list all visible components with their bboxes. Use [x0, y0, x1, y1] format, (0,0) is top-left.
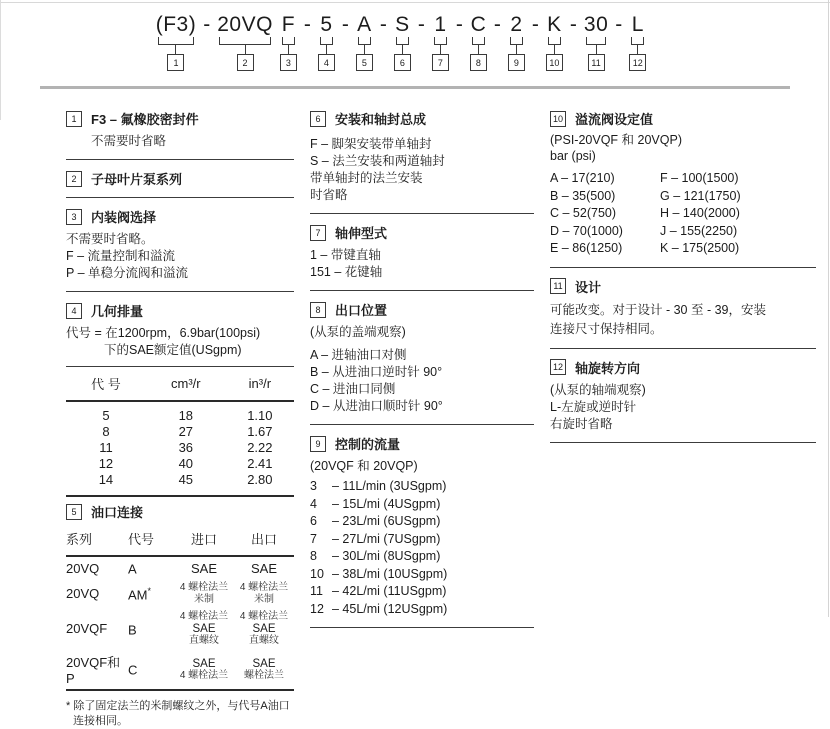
- cell: A: [128, 561, 137, 577]
- section-7-shaft-type: [310, 223, 534, 281]
- cell: 5: [102, 408, 110, 423]
- stem-line: [288, 45, 289, 54]
- table-row: [66, 649, 294, 689]
- model-code-segment-3: [280, 13, 297, 71]
- segment-text: 2: [510, 13, 523, 36]
- section-title: 油口连接: [91, 505, 144, 520]
- cell: 40: [178, 456, 194, 471]
- dash-separator: -: [569, 13, 577, 36]
- cell: AM*: [128, 585, 152, 602]
- stem-line: [364, 45, 365, 54]
- section-text: A – 进轴油口对侧: [310, 348, 407, 362]
- section-heading: [66, 502, 294, 521]
- section-11-design: [550, 277, 816, 339]
- segment-text: 1: [434, 13, 447, 36]
- section-heading: [66, 169, 294, 188]
- bracket: [472, 37, 485, 45]
- bracket: [158, 37, 195, 45]
- table-row: [66, 424, 294, 440]
- cell: 20VQF和P: [66, 655, 121, 687]
- model-code-segment-8: [470, 13, 487, 71]
- segment-text: 30: [583, 13, 609, 36]
- segment-text: S: [395, 13, 410, 36]
- cell: 12: [98, 456, 114, 471]
- model-code-bar: [0, 0, 816, 71]
- table-row: [66, 440, 294, 456]
- section-heading: [550, 277, 816, 296]
- cell: B: [128, 621, 137, 637]
- cell: 45: [178, 472, 194, 487]
- section-1-seals: [66, 109, 294, 150]
- section-text: P – 单稳分流阀和溢流: [66, 266, 189, 280]
- section-text: (从泵的盖端观察): [310, 325, 406, 339]
- section-text: 时省略: [310, 188, 348, 202]
- segment-number-box: 3: [280, 54, 297, 71]
- segment-number-box: 12: [629, 54, 646, 71]
- model-code-segment-2: [217, 13, 273, 71]
- flow-item: 8 – 30L/mi (8USgpm): [310, 549, 441, 563]
- cell: 27: [178, 424, 194, 439]
- model-code-segment-11: [584, 13, 608, 71]
- setting-pair: A – 17(210) F – 100(1500): [550, 171, 739, 185]
- divider: [550, 348, 816, 349]
- section-heading: [66, 301, 294, 320]
- model-code-segment-9: [508, 13, 525, 71]
- segment-text: K: [547, 13, 562, 36]
- middle-column: [310, 104, 534, 729]
- dash-separator: -: [615, 13, 623, 36]
- right-column: [550, 104, 816, 729]
- cell: 4 螺栓法兰 SAE 直螺纹: [179, 611, 229, 646]
- section-text: 连接尺寸保持相同。: [550, 321, 663, 336]
- segment-number-box: 5: [356, 54, 373, 71]
- segment-number-box: 4: [318, 54, 335, 71]
- cell: SAE 螺栓法兰: [244, 657, 284, 681]
- section-title: 设计: [575, 279, 602, 295]
- dash-separator: -: [341, 13, 349, 36]
- footnote: [66, 699, 294, 729]
- bracket: [358, 37, 371, 45]
- stem-line: [478, 45, 479, 54]
- segment-number-box: 7: [432, 54, 449, 71]
- left-column: [66, 104, 294, 729]
- bracket: [586, 37, 606, 45]
- table-row: [66, 579, 294, 608]
- section-heading: [310, 300, 534, 319]
- divider: [66, 197, 294, 198]
- cell: 2.41: [247, 456, 273, 471]
- section-text: C – 进油口同侧: [310, 382, 396, 396]
- column-header: 系列: [66, 526, 128, 556]
- bracket: [320, 37, 333, 45]
- section-title: 内装阀选择: [91, 210, 157, 225]
- setting-pair: C – 52(750) H – 140(2000): [550, 206, 740, 220]
- cell: 1.10: [247, 408, 273, 423]
- column-header: 进口: [174, 526, 234, 556]
- section-8-outlet-position: [310, 300, 534, 415]
- section-text: S – 法兰安装和两道轴封: [310, 154, 445, 168]
- cell: 4 螺栓法兰 米制: [179, 582, 229, 605]
- table-header-row: [66, 367, 294, 402]
- port-table: [66, 526, 294, 691]
- dash-separator: -: [203, 13, 211, 36]
- section-text: 下的SAE额定值(USgpm): [104, 343, 242, 357]
- flow-item: 11 – 42L/mi (11USgpm): [310, 584, 447, 598]
- segment-text: A: [357, 13, 372, 36]
- cell: 20VQ: [66, 560, 100, 576]
- segment-number-box: 1: [167, 54, 184, 71]
- cell: SAE 4 螺栓法兰: [179, 657, 229, 681]
- flow-item: 7 – 27L/mi (7USgpm): [310, 531, 441, 546]
- dash-separator: -: [417, 13, 425, 36]
- segment-number-box: 10: [546, 54, 563, 71]
- model-code-segment-10: [546, 13, 563, 71]
- section-number-box: 10: [550, 111, 566, 127]
- segment-text: (F3): [155, 13, 197, 36]
- section-number-box: 2: [66, 171, 82, 187]
- cell: C: [128, 662, 138, 678]
- section-heading: [66, 109, 294, 128]
- section-text: (从泵的轴端观察): [550, 382, 646, 397]
- section-text: 1 – 带键直轴: [310, 248, 381, 262]
- model-code-segment-1: [156, 13, 197, 71]
- divider: [310, 213, 534, 214]
- stem-line: [440, 45, 441, 54]
- bracket: [510, 37, 523, 45]
- section-text: F – 流量控制和溢流: [66, 249, 176, 263]
- section-title: 溢流阀设定值: [575, 112, 654, 127]
- dash-separator: -: [303, 13, 311, 36]
- model-code-segment-4: [318, 13, 335, 71]
- bracket: [631, 37, 644, 45]
- segment-number-box: 11: [588, 54, 605, 71]
- section-heading: [310, 434, 534, 453]
- segment-text: 5: [320, 13, 333, 36]
- stem-line: [637, 45, 638, 54]
- model-code-segment-12: [629, 13, 646, 71]
- section-title: 轴伸型式: [335, 226, 388, 241]
- cell: 4 螺栓法兰 SAE 直螺纹: [239, 611, 289, 646]
- section-text: 右旋时省略: [550, 416, 613, 431]
- section-number-box: 4: [66, 303, 82, 319]
- table-row: [66, 401, 294, 424]
- section-title: F3 – 氟橡胶密封件: [91, 112, 199, 127]
- dash-separator: -: [455, 13, 463, 36]
- bracket: [548, 37, 561, 45]
- setting-pair: D – 70(1000) J – 155(2250): [550, 223, 738, 238]
- flow-item: 12 – 45L/mi (12USgpm): [310, 601, 448, 616]
- divider: [550, 442, 816, 443]
- section-title: 出口位置: [335, 303, 388, 318]
- section-title: 安装和轴封总成: [335, 112, 427, 127]
- section-number-box: 9: [310, 436, 326, 452]
- divider: [66, 159, 294, 160]
- section-text: B – 从进油口逆时针 90°: [310, 365, 443, 379]
- section-title: 控制的流量: [335, 437, 401, 452]
- section-number-box: 8: [310, 302, 326, 318]
- cell: 2.22: [247, 440, 273, 455]
- stem-line: [175, 45, 176, 54]
- section-text: D – 从进油口顺时针 90°: [310, 399, 443, 413]
- section-heading: [66, 207, 294, 226]
- divider: [310, 424, 534, 425]
- stem-line: [596, 45, 597, 54]
- model-code-segment-7: [432, 13, 449, 71]
- section-3-valve-option: [66, 207, 294, 282]
- stem-line: [516, 45, 517, 54]
- divider: [310, 627, 534, 628]
- cell: SAE: [190, 560, 217, 576]
- column-header: 出口: [234, 526, 294, 556]
- column-header: cm³/r: [146, 367, 226, 402]
- section-number-box: 1: [66, 111, 82, 127]
- dash-separator: -: [379, 13, 387, 36]
- section-text: L-左旋或逆时针: [550, 399, 637, 414]
- section-number-box: 6: [310, 111, 326, 127]
- segment-number-box: 9: [508, 54, 525, 71]
- section-title: 子母叶片泵系列: [91, 172, 183, 187]
- section-heading: [550, 358, 816, 377]
- model-code-segment-6: [394, 13, 411, 71]
- section-12-rotation: [550, 358, 816, 433]
- segment-number-box: 2: [237, 54, 254, 71]
- section-6-mounting: [310, 109, 534, 204]
- section-text: (PSI-20VQF 和 20VQP): [550, 133, 682, 147]
- cell: 20VQ: [66, 586, 100, 602]
- cell: 11: [99, 440, 113, 455]
- cell: 14: [98, 472, 114, 487]
- table-row: [66, 456, 294, 472]
- cell: SAE: [250, 560, 277, 576]
- section-number-box: 12: [550, 359, 566, 375]
- section-heading: [310, 223, 534, 242]
- setting-pair: E – 86(1250) K – 175(2500): [550, 241, 740, 255]
- table-header-row: [66, 526, 294, 556]
- section-5-port-connections: [66, 502, 294, 729]
- divider: [66, 291, 294, 292]
- model-code-segment-5: [356, 13, 373, 71]
- section-text: 不需要时省略: [91, 134, 167, 148]
- section-text: F – 脚架安装带单轴封: [310, 137, 432, 151]
- page-border-right: [828, 0, 829, 617]
- setting-pair: B – 35(500) G – 121(1750): [550, 188, 741, 203]
- section-9-controlled-flow: [310, 434, 534, 618]
- cell: 36: [178, 440, 194, 455]
- cell: 8: [102, 424, 110, 439]
- stem-line: [402, 45, 403, 54]
- bracket: [219, 37, 271, 45]
- section-4-displacement: [66, 301, 294, 497]
- section-number-box: 11: [550, 278, 566, 294]
- stem-line: [326, 45, 327, 54]
- section-heading: [310, 109, 534, 128]
- segment-text: C: [470, 13, 487, 36]
- footnote-line: * 除了固定法兰的米制螺纹之外，与代号A油口: [66, 700, 290, 713]
- section-text: 代号 = 在1200rpm，6.9bar(100psi): [66, 326, 261, 340]
- displacement-table: [66, 366, 294, 497]
- divider: [310, 290, 534, 291]
- segment-number-box: 8: [470, 54, 487, 71]
- flow-item: 3 – 11L/min (3USgpm): [310, 479, 447, 493]
- section-number-box: 7: [310, 225, 326, 241]
- flow-item: 6 – 23L/mi (6USgpm): [310, 514, 441, 528]
- section-number-box: 3: [66, 209, 82, 225]
- bracket: [434, 37, 447, 45]
- cell: 20VQF: [66, 621, 108, 637]
- section-text: 带单轴封的法兰安装: [310, 171, 423, 185]
- cell: 2.80: [247, 472, 273, 487]
- segment-text: F: [281, 13, 296, 36]
- section-title: 几何排量: [91, 304, 144, 319]
- stem-line: [245, 45, 246, 54]
- section-text: 151 – 花键轴: [310, 265, 383, 279]
- content-columns: [0, 89, 830, 729]
- section-number-box: 5: [66, 504, 82, 520]
- dash-separator: -: [531, 13, 539, 36]
- cell: 18: [178, 408, 194, 423]
- column-header: in³/r: [226, 367, 294, 402]
- section-text: (20VQF 和 20VQP): [310, 459, 418, 473]
- bracket: [282, 37, 295, 45]
- table-row: [66, 608, 294, 649]
- section-10-relief-settings: [550, 109, 816, 258]
- divider: [550, 267, 816, 268]
- table-row: [66, 472, 294, 495]
- flow-item: 4 – 15L/mi (4USgpm): [310, 496, 441, 511]
- segment-text: 20VQ: [217, 13, 273, 36]
- footnote-line: 连接相同。: [73, 715, 128, 728]
- section-heading: [550, 109, 816, 128]
- table-row: [66, 556, 294, 579]
- section-text: 可能改变。对于设计 - 30 至 - 39，安装: [550, 302, 766, 317]
- segment-text: L: [631, 13, 644, 36]
- cell: 1.67: [247, 424, 273, 439]
- section-2-pump-series: [66, 169, 294, 188]
- stem-line: [554, 45, 555, 54]
- bracket: [396, 37, 409, 45]
- section-text: bar (psi): [550, 148, 596, 163]
- section-title: 轴旋转方向: [575, 360, 641, 376]
- cell: 4 螺栓法兰 米制: [239, 582, 289, 605]
- section-text: 不需要时省略。: [66, 232, 154, 246]
- flow-item: 10 – 38L/mi (10USgpm): [310, 566, 448, 581]
- dash-separator: -: [493, 13, 501, 36]
- column-header: 代 号: [66, 367, 146, 402]
- column-header: 代号: [128, 526, 174, 556]
- segment-number-box: 6: [394, 54, 411, 71]
